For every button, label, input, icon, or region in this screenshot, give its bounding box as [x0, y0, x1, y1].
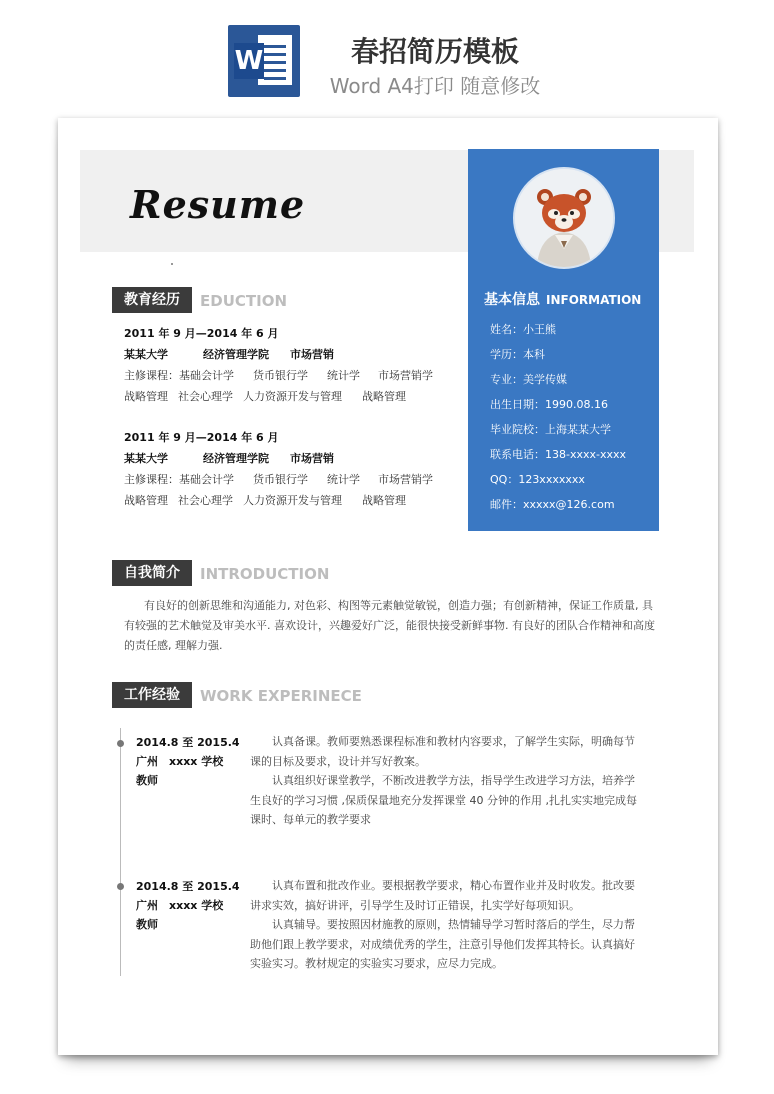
- job-role: 教师: [136, 918, 158, 931]
- education-school: 某某大学: [124, 348, 168, 361]
- page-title: 春招简历模板: [350, 35, 519, 68]
- timeline-dot: [117, 740, 124, 747]
- job-paragraph: 认真备课。教师要熟悉课程标准和教材内容要求，了解学生实际，明确每节课的目标及要求，设计并写好教案。: [250, 735, 635, 768]
- course-item: 社会心理学: [178, 390, 233, 403]
- info-qq: QQ：123xxxxxxx: [490, 473, 585, 486]
- education-school-row: [124, 344, 334, 365]
- word-icon: [228, 25, 300, 97]
- education-school: 某某大学: [124, 452, 168, 465]
- introduction-text: [124, 596, 654, 656]
- work-title-en: WORK EXPERINECE: [200, 687, 362, 705]
- resume-page: [58, 118, 718, 1055]
- job-1-meta: [136, 733, 240, 790]
- info-list: [490, 322, 626, 522]
- work-title-cn: 工作经验: [112, 682, 192, 708]
- education-courses-row-2: [124, 490, 406, 511]
- timeline-line: [120, 728, 121, 976]
- education-title-en: EDUCTION: [200, 292, 288, 310]
- introduction-line: 的责任感, 理解力强.: [124, 639, 223, 652]
- course-item: 统计学: [327, 369, 360, 382]
- education-entry-2: [124, 427, 433, 511]
- course-item: 战略管理: [124, 494, 168, 507]
- education-period: 2011 年 9 月—2014 年 6 月: [124, 327, 279, 340]
- divider-dot: [171, 263, 173, 265]
- job-paragraph: 认真组织好课堂教学，不断改进教学方法，指导学生改进学习方法，培养学生良好的学习习惯 ,保质保量地充分发挥课堂 40 分钟的作用 ,扎扎实实地完成每课时、每单元的教学要求: [250, 774, 637, 826]
- education-courses-row: [124, 365, 433, 386]
- work-heading: [112, 682, 362, 708]
- job-paragraph: 认真辅导。要按照因材施教的原则，热情辅导学习暂时落后的学生，尽力帮助他们跟上教学要求，对成绩优秀的学生，注意引导他们发挥其特长。认真搞好实验实习。教材规定的实验实习要求，应尽力完成。: [250, 918, 635, 970]
- avatar: [513, 167, 615, 269]
- course-item: 统计学: [327, 473, 360, 486]
- course-item: 战略管理: [124, 390, 168, 403]
- job-paragraph: 认真布置和批改作业。要根据教学要求，精心布置作业并及时收发。批改要讲求实效，搞好讲评，引导学生及时订正错误，扎实学好每项知识。: [250, 879, 635, 912]
- education-major: 市场营销: [290, 348, 334, 361]
- course-item: 市场营销学: [378, 369, 433, 382]
- info-birthdate: 出生日期：1990.08.16: [490, 398, 608, 411]
- introduction-title-cn: 自我简介: [112, 560, 192, 586]
- resume-banner-title: Resume: [130, 182, 306, 227]
- job-role: 教师: [136, 774, 158, 787]
- basic-info-panel: [468, 149, 659, 531]
- job-2-description: [250, 876, 644, 974]
- course-item: 战略管理: [362, 390, 406, 403]
- info-title-cn: 基本信息: [484, 292, 540, 308]
- info-title: [484, 289, 641, 309]
- education-college: 经济管理学院: [203, 452, 269, 465]
- info-degree: 学历：本科: [490, 348, 545, 361]
- timeline-dot: [117, 883, 124, 890]
- job-2-meta: [136, 877, 240, 934]
- courses-label: 主修课程：基础会计学: [124, 473, 234, 486]
- course-item: 人力资源开发与管理: [243, 390, 342, 403]
- courses-label: 主修课程：基础会计学: [124, 369, 234, 382]
- red-panda-avatar-icon: [515, 169, 613, 267]
- introduction-line: 有较强的艺术触觉及审美水平. 喜欢设计，兴趣爱好广泛，能很快接受新鲜事物. 有良好的团队合作精神和高度: [124, 619, 655, 632]
- education-heading: [112, 287, 287, 313]
- course-item: 市场营销学: [378, 473, 433, 486]
- course-item: 社会心理学: [178, 494, 233, 507]
- education-courses-row: [124, 469, 433, 490]
- info-email: 邮件：xxxxx@126.com: [490, 498, 615, 511]
- info-major: 专业：美学传媒: [490, 373, 567, 386]
- education-college: 经济管理学院: [203, 348, 269, 361]
- job-place: 广州 xxxx 学校: [136, 899, 224, 912]
- info-school: 毕业院校：上海某某大学: [490, 423, 611, 436]
- info-phone: 联系电话：138-xxxx-xxxx: [490, 448, 627, 461]
- education-period: 2011 年 9 月—2014 年 6 月: [124, 431, 279, 444]
- education-courses-row-2: [124, 386, 406, 407]
- job-place: 广州 xxxx 学校: [136, 755, 224, 768]
- education-entry-1: [124, 323, 433, 407]
- info-name: 姓名：小王熊: [490, 323, 556, 336]
- course-item: 货币银行学: [253, 473, 308, 486]
- course-item: 战略管理: [362, 494, 406, 507]
- page-subtitle: Word A4打印 随意修改: [329, 74, 541, 98]
- course-item: 货币银行学: [253, 369, 308, 382]
- introduction-heading: [112, 560, 329, 586]
- introduction-title-en: INTRODUCTION: [200, 565, 330, 583]
- job-1-description: [250, 732, 644, 830]
- course-item: 人力资源开发与管理: [243, 494, 342, 507]
- word-icon-letter: W: [234, 43, 264, 79]
- info-title-en: INFORMATION: [546, 293, 642, 307]
- education-major: 市场营销: [290, 452, 334, 465]
- introduction-line: 有良好的创新思维和沟通能力, 对色彩、构图等元素触觉敏锐，创造力强；有创新精神，保证工作质量, 具: [144, 599, 653, 612]
- job-period: 2014.8 至 2015.4: [136, 880, 240, 893]
- education-school-row: [124, 448, 334, 469]
- education-title-cn: 教育经历: [112, 287, 192, 313]
- job-period: 2014.8 至 2015.4: [136, 736, 240, 749]
